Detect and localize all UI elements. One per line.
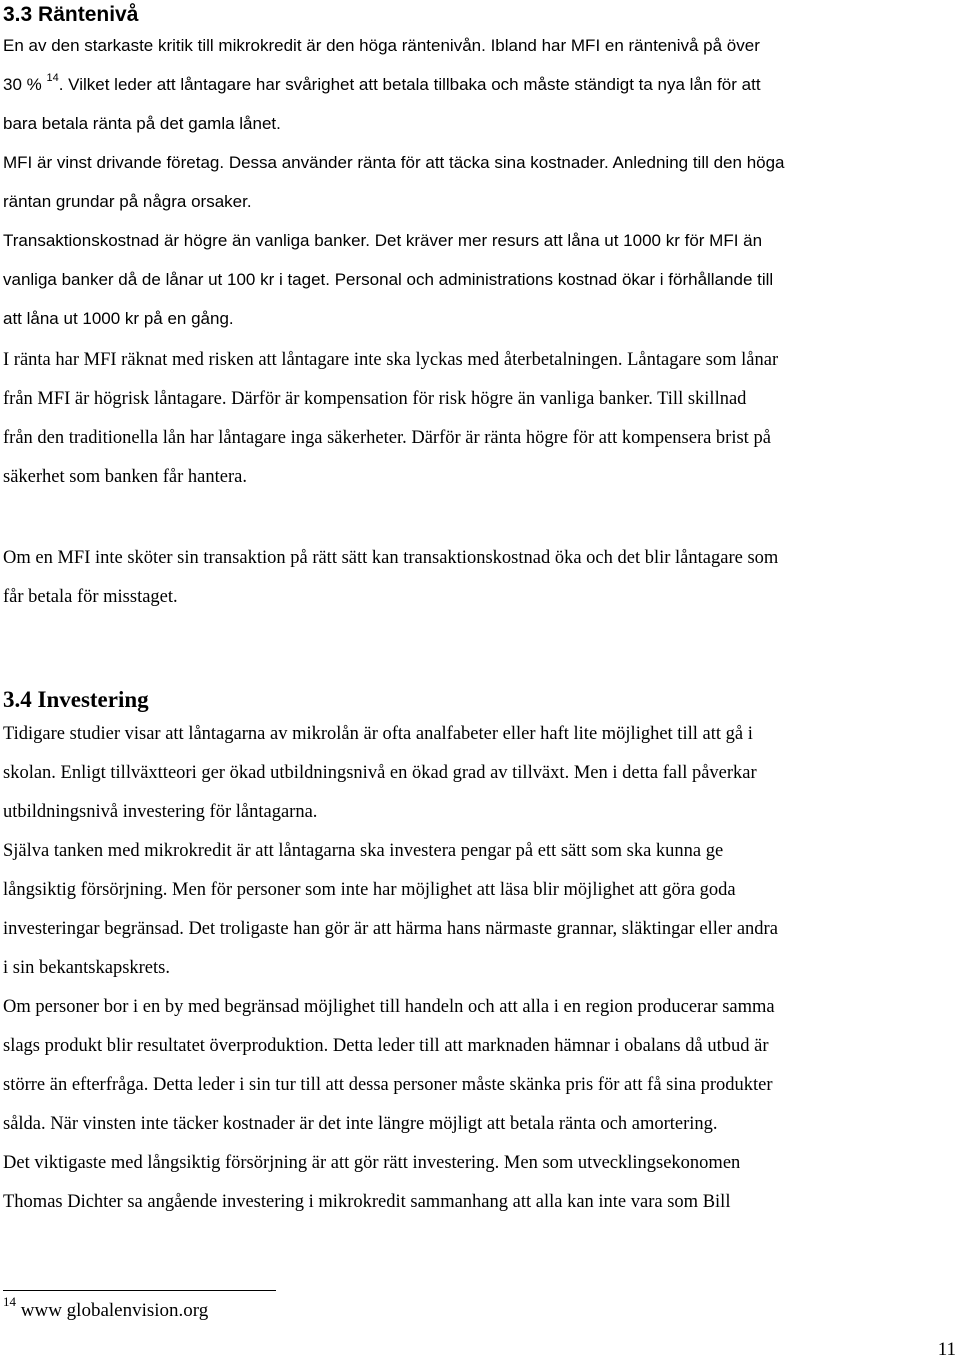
footnote bbox=[3, 1294, 209, 1322]
section-3-4-body bbox=[3, 715, 958, 1222]
section-3-3-risk-paragraph bbox=[3, 341, 958, 497]
text-line: Om personer bor i en by med begränsad möjlighet till handeln och att alla i en region producerar samma bbox=[3, 997, 775, 1017]
text-line: investeringar begränsad. Det troligaste han gör är att härma hans närmaste grannar, släktingar eller andra bbox=[3, 919, 778, 939]
section-heading-investering: 3.4 Investering bbox=[3, 687, 149, 712]
text-line bbox=[3, 65, 958, 104]
text-line: utbildningsnivå investering för låntagarna. bbox=[3, 802, 318, 822]
section-3-3-intro bbox=[3, 26, 958, 338]
text-line: långsiktig försörjning. Men för personer som inte har möjlighet att läsa blir möjlighet att göra goda bbox=[3, 880, 736, 900]
text-line: Tidigare studier visar att låntagarna av mikrolån är ofta analfabeter eller haft lite möjlighet till att gå i bbox=[3, 724, 753, 744]
text-line: I ränta har MFI räknat med risken att låntagare inte ska lyckas med återbetalningen. Låntagare som lånar bbox=[3, 350, 779, 370]
footnote-reference: 14 bbox=[46, 72, 59, 84]
text-line: MFI är vinst drivande företag. Dessa använder ränta för att täcka sina kostnader. Anledning till den höga bbox=[3, 153, 785, 172]
text-line: Thomas Dichter sa angående investering i mikrokredit sammanhang att alla kan inte vara som Bill bbox=[3, 1192, 731, 1212]
footnote-text: www globalenvision.org bbox=[20, 1300, 209, 1321]
text-line: att låna ut 1000 kr på en gång. bbox=[3, 309, 234, 328]
text-line: Transaktionskostnad är högre än vanliga banker. Det kräver mer resurs att låna ut 1000 kr för MFI än bbox=[3, 231, 763, 250]
text-line: En av den starkaste kritik till mikrokredit är den höga räntenivån. Ibland har MFI en räntenivå på över bbox=[3, 36, 760, 55]
footnote-number: 14 bbox=[3, 1294, 16, 1309]
page-number: 11 bbox=[937, 1339, 956, 1360]
text-line: Om en MFI inte sköter sin transaktion på rätt sätt kan transaktionskostnad öka och det blir låntagare som bbox=[3, 548, 779, 568]
text-line: från den traditionella lån har låntagare inga säkerheter. Därför är ränta högre för att kompensera brist på bbox=[3, 428, 771, 448]
text-line: slags produkt blir resultatet överproduktion. Detta leder till att marknaden hämnar i obalans då utbud är bbox=[3, 1036, 769, 1056]
text-line: Det viktigaste med långsiktig försörjning är att gör rätt investering. Men som utvecklingsekonomen bbox=[3, 1153, 741, 1173]
text-line: i sin bekantskapskrets. bbox=[3, 958, 170, 978]
text-line: sålda. När vinsten inte täcker kostnader är det inte längre möjligt att betala ränta och amortering. bbox=[3, 1114, 718, 1134]
text-line: räntan grundar på några orsaker. bbox=[3, 192, 252, 211]
text-line: större än efterfråga. Detta leder i sin tur till att dessa personer måste skänka pris för att få sina produkter bbox=[3, 1075, 773, 1095]
text-fragment: 30 % bbox=[3, 75, 42, 94]
section-heading-rantenivå: 3.3 Räntenivå bbox=[3, 3, 139, 26]
text-line: bara betala ränta på det gamla lånet. bbox=[3, 114, 281, 133]
text-line: vanliga banker då de lånar ut 100 kr i taget. Personal och administrations kostnad ökar i förhållande till bbox=[3, 270, 774, 289]
text-line: Själva tanken med mikrokredit är att låntagarna ska investera pengar på ett sätt som ska kunna ge bbox=[3, 841, 724, 861]
text-fragment: . Vilket leder att låntagare har svårighet att betala tillbaka och måste ständigt ta nya lån för att bbox=[58, 75, 761, 94]
text-line: från MFI är högrisk låntagare. Därför är kompensation för risk högre än vanliga banker. Till skillnad bbox=[3, 389, 747, 409]
text-line: skolan. Enligt tillväxtteori ger ökad utbildningsnivå en ökad grad av tillväxt. Men i detta fall påverkar bbox=[3, 763, 757, 783]
footnote-separator bbox=[3, 1290, 276, 1291]
text-line: får betala för misstaget. bbox=[3, 587, 178, 607]
section-3-3-transaction-paragraph bbox=[3, 539, 958, 617]
text-line: säkerhet som banken får hantera. bbox=[3, 467, 247, 487]
